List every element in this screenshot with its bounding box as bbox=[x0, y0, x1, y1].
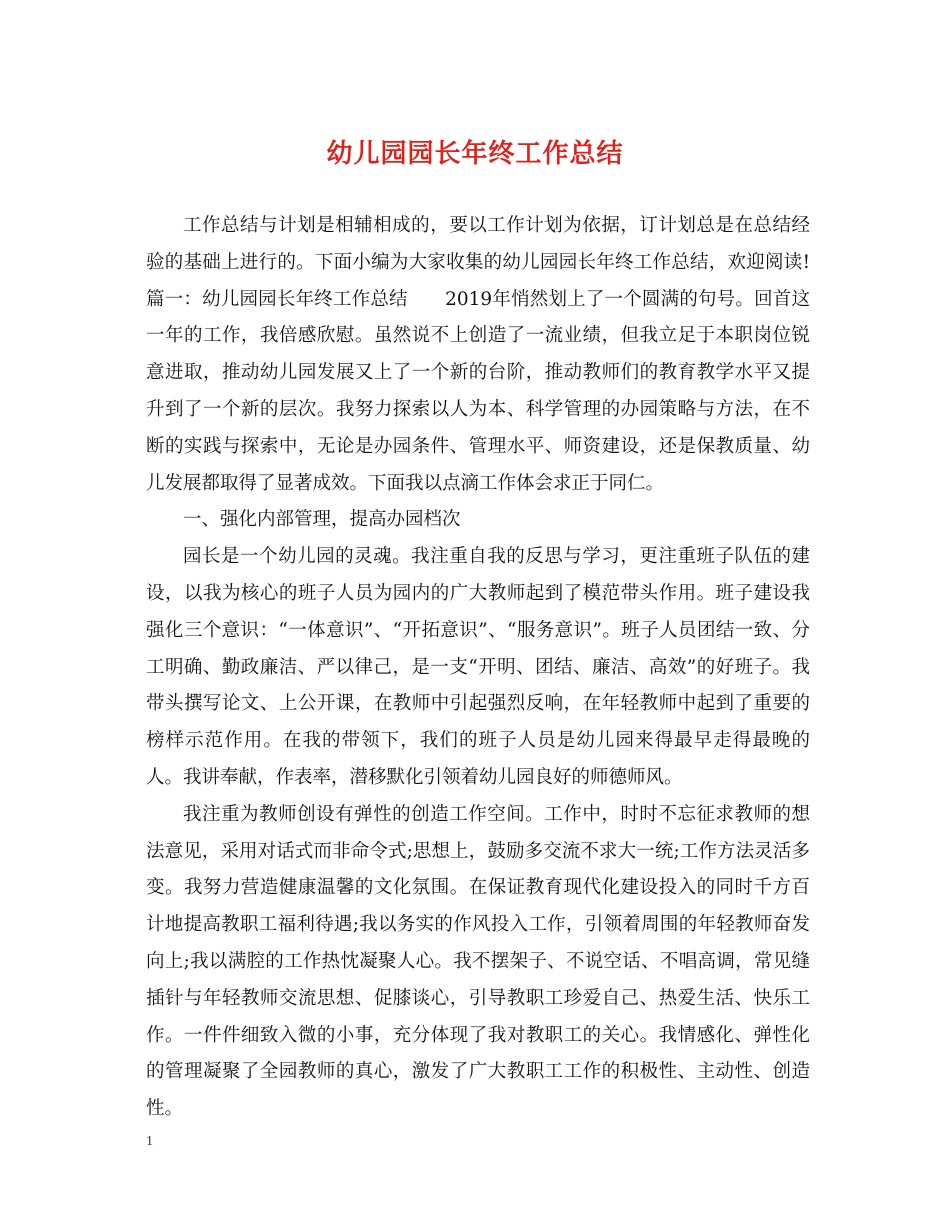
paragraph-intro: 工作总结与计划是相辅相成的，要以工作计划为依据，订计划总是在总结经验的基础上进行的。下面小编为大家收集的幼儿园园长年终工作总结，欢迎阅读!篇一：幼儿园园长年终工作总结 2019年悄然划上了一个圆满的句号。回首这一年的工作，我倍感欣慰。虽然说不上创造了一流业绩，但我立足于本职岗位锐意进取，推动幼儿园发展又上了一个新的台阶，推动教师们的教育教学水平又提升到了一个新的层次。我努力探索以人为本、科学管理的办园策略与方法，在不断的实践与探索中，无论是办园条件、管理水平、师资建设，还是保教质量、幼儿发展都取得了显著成效。下面我以点滴工作体会求正于同仁。 bbox=[146, 215, 810, 494]
paragraph-workspace: 我注重为教师创设有弹性的创造工作空间。工作中，时时不忘征求教师的想法意见，采用对话式而非命令式;思想上，鼓励多交流不求大一统;工作方法灵活多变。我努力营造健康温馨的文化氛围。在保证教育现代化建设投入的同时千方百计地提高教职工福利待遇;我以务实的作风投入工作，引领着周围的年轻教师奋发向上;我以满腔的工作热忱凝聚人心。我不摆架子、不说空话、不唱高调，常见缝插针与年轻教师交流思想、促膝谈心，引导教职工珍爱自己、热爱生活、快乐工作。一件件细致入微的小事，充分体现了我对教职工的关心。我情感化、弹性化的管理凝聚了全园教师的真心，激发了广大教职工工作的积极性、主动性、创造性。 bbox=[146, 803, 810, 1120]
page-number: 1 bbox=[146, 1134, 153, 1149]
document-title: 幼儿园园长年终工作总结 bbox=[326, 139, 624, 169]
section-heading: 一、强化内部管理，提高办园档次 bbox=[183, 509, 461, 531]
document-body bbox=[146, 208, 810, 1128]
paragraph-leadership: 园长是一个幼儿园的灵魂。我注重自我的反思与学习，更注重班子队伍的建设，以我为核心的班子人员为园内的广大教师起到了模范带头作用。班子建设我强化三个意识：“一体意识”、“开拓意识”、“服务意识”。班子人员团结一致、分工明确、勤政廉洁、严以律己，是一支“开明、团结、廉洁、高效”的好班子。我带头撰写论文、上公开课，在教师中引起强烈反响，在年轻教师中起到了重要的榜样示范作用。在我的带领下，我们的班子人员是幼儿园来得最早走得最晚的人。我讲奉献，作表率，潜移默化引领着幼儿园良好的师德师风。 bbox=[146, 546, 810, 788]
